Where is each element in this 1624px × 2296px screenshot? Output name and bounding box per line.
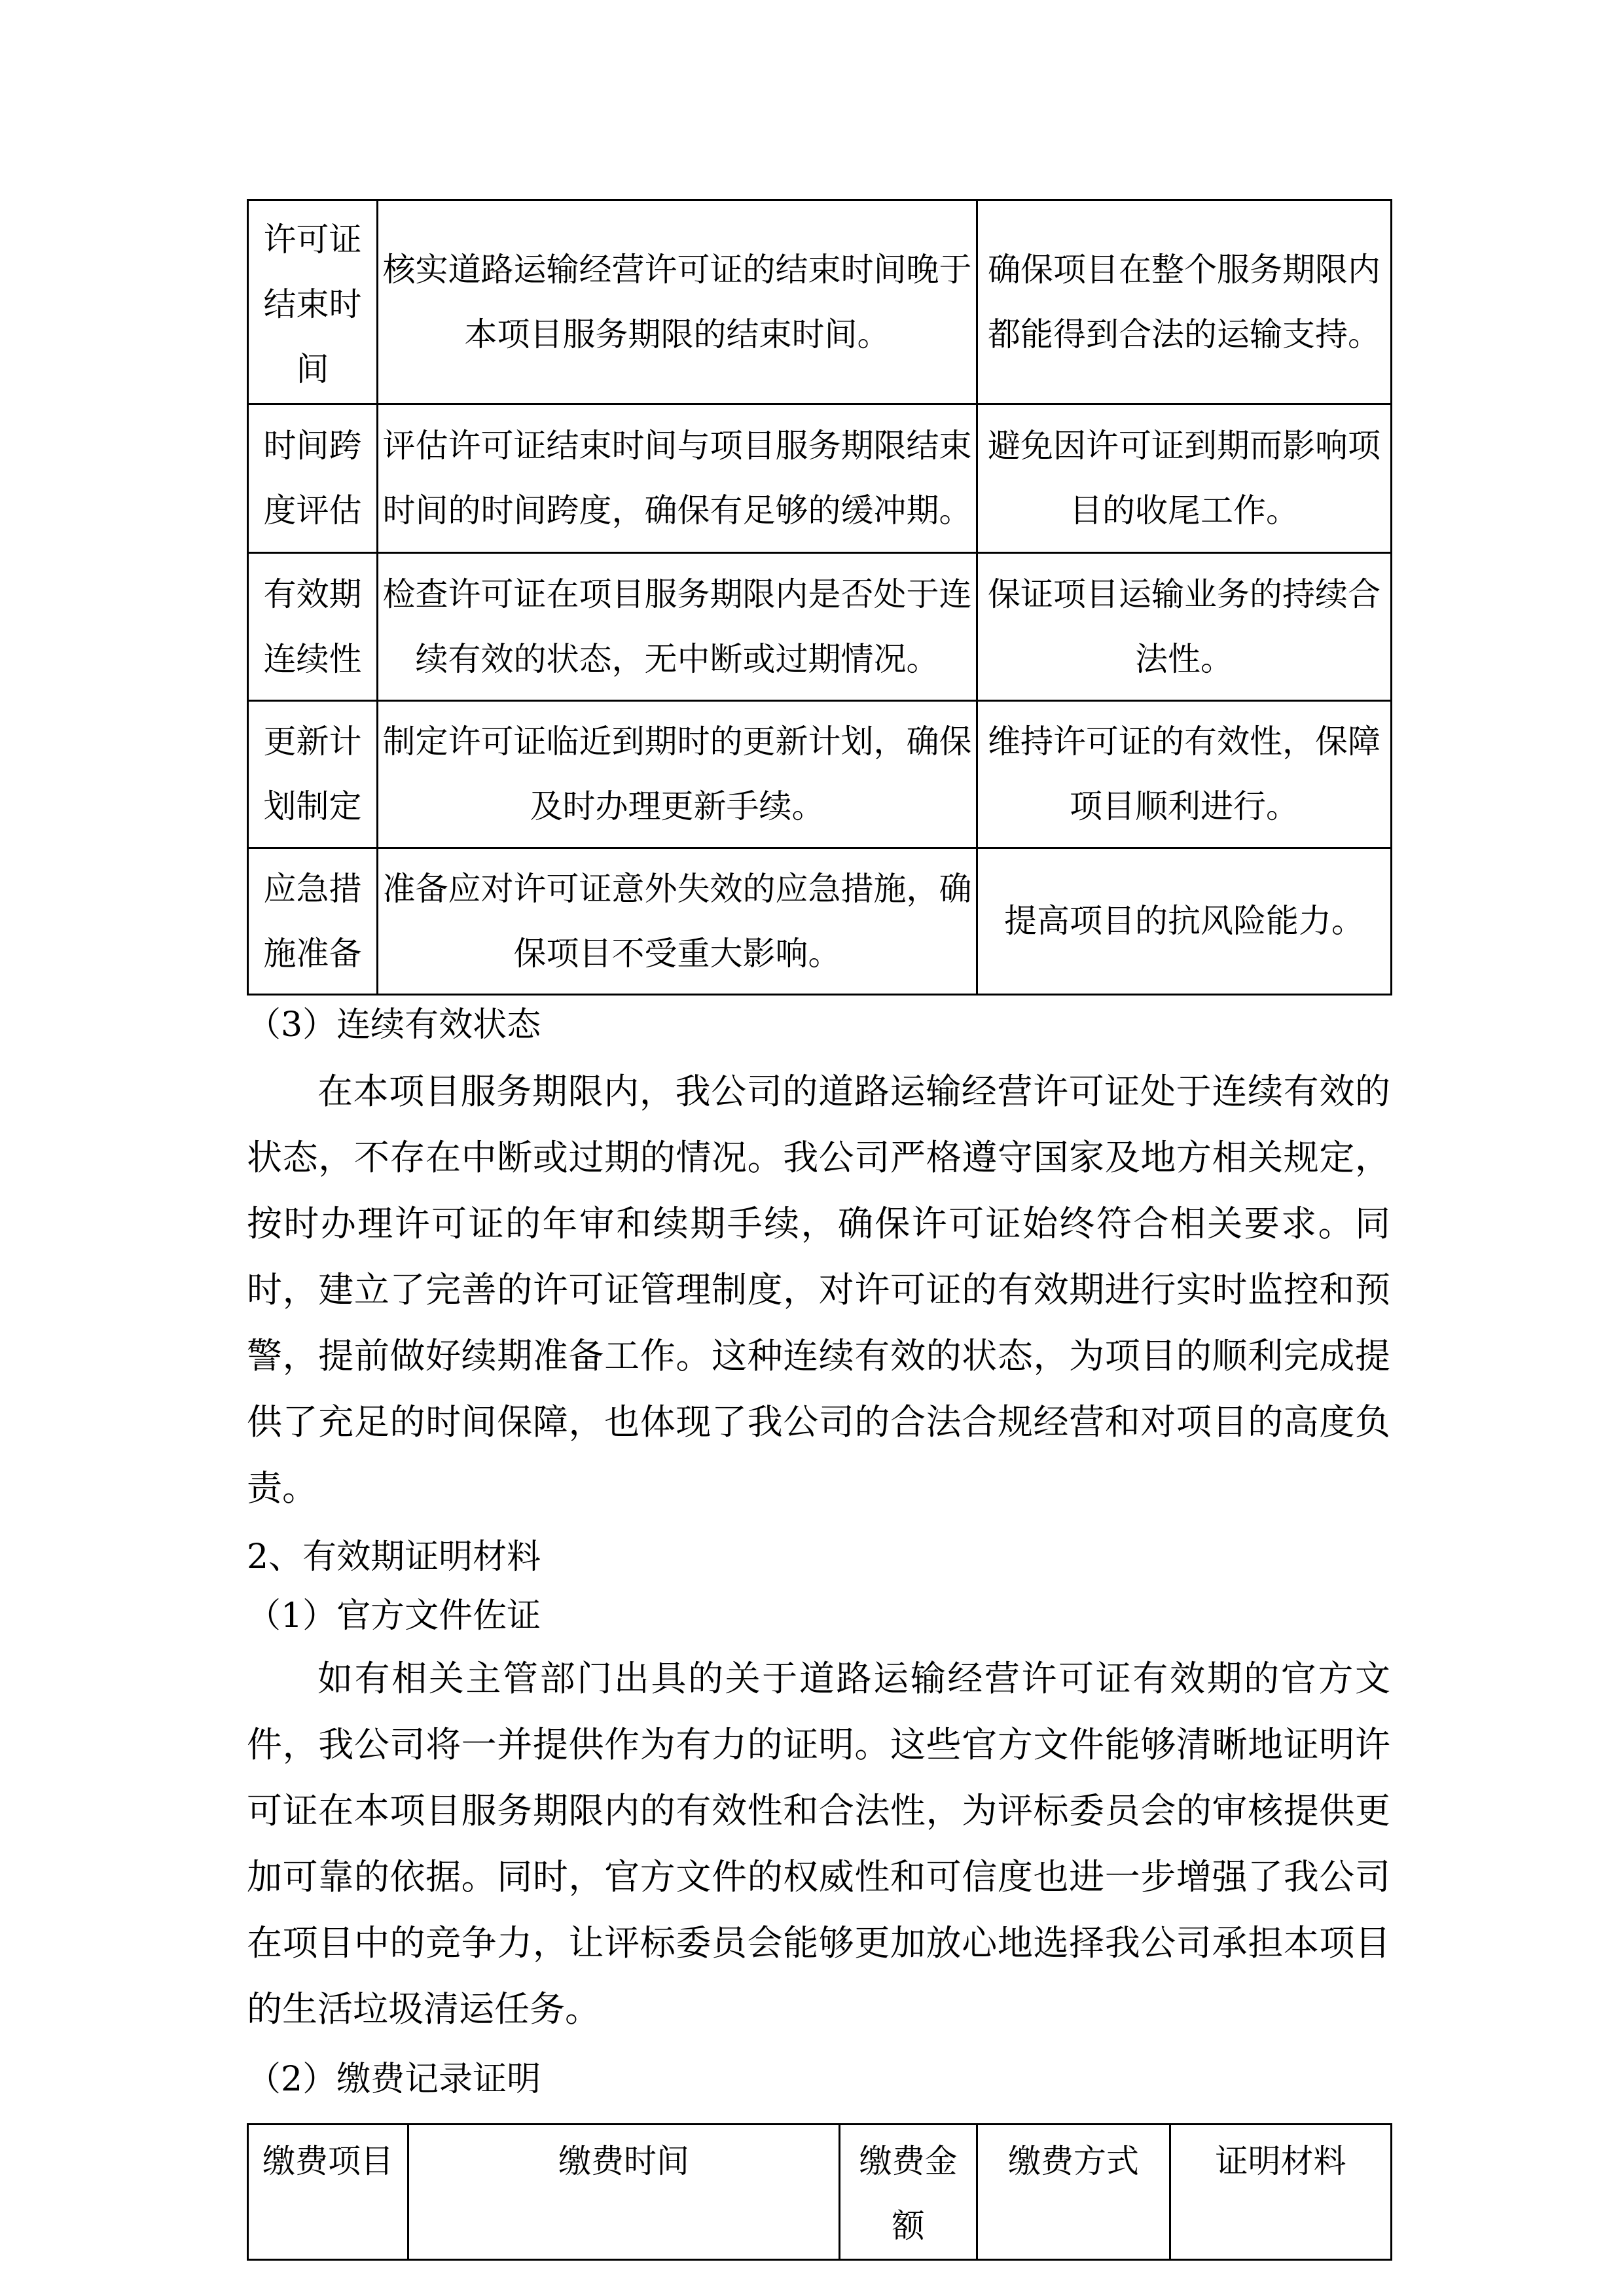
- table-cell-purpose: 避免因许可证到期而影响项目的收尾工作。: [977, 404, 1392, 553]
- table-row: [248, 553, 1392, 701]
- table-cell-item: 时间跨度评估: [248, 404, 378, 553]
- table-header-row: [248, 2125, 1392, 2260]
- header-payment-method: 缴费方式: [977, 2125, 1170, 2260]
- header-payment-amount: 缴费金额: [840, 2125, 977, 2260]
- subheading-payment-records: （2）缴费记录证明: [247, 2060, 541, 2099]
- table-cell-content: 检查许可证在项目服务期限内是否处于连续有效的状态，无中断或过期情况。: [378, 553, 977, 701]
- subheading-official-documents: （1）官方文件佐证: [247, 1596, 541, 1636]
- table-cell-item: 许可证结束时间: [248, 200, 378, 404]
- header-proof-materials: 证明材料: [1170, 2125, 1392, 2260]
- section-heading-continuous-validity: （3）连续有效状态: [247, 1005, 541, 1045]
- permit-check-table: [247, 199, 1392, 996]
- table-cell-item: 更新计划制定: [248, 701, 378, 848]
- table-row: [248, 404, 1392, 553]
- paragraph-official-documents: 如有相关主管部门出具的关于道路运输经营许可证有效期的官方文件，我公司将一并提供作为有力的证明。这些官方文件能够清晰地证明许可证在本项目服务期限内的有效性和合法性，为评标委员会的审核提供更加可靠的依据。同时，官方文件的权威性和可信度也进一步增强了我公司在项目中的竞争力，让评标委员会能够更加放心地选择我公司承担本项目的生活垃圾清运任务。: [247, 1658, 1390, 2030]
- table-row: [248, 848, 1392, 995]
- table-cell-content: 核实道路运输经营许可证的结束时间晚于本项目服务期限的结束时间。: [378, 200, 977, 404]
- page-content: [247, 199, 1390, 2261]
- payment-records-table: [247, 2123, 1392, 2261]
- table-cell-item: 有效期连续性: [248, 553, 378, 701]
- section-heading-validity-proof: 2、有效期证明材料: [247, 1537, 541, 1577]
- table-cell-item: 应急措施准备: [248, 848, 378, 995]
- header-payment-item: 缴费项目: [248, 2125, 408, 2260]
- header-payment-time: 缴费时间: [408, 2125, 840, 2260]
- table-row: [248, 200, 1392, 404]
- table-cell-purpose: 确保项目在整个服务期限内都能得到合法的运输支持。: [977, 200, 1392, 404]
- table-cell-purpose: 维持许可证的有效性，保障项目顺利进行。: [977, 701, 1392, 848]
- table-cell-content: 准备应对许可证意外失效的应急措施，确保项目不受重大影响。: [378, 848, 977, 995]
- table-row: [248, 701, 1392, 848]
- table-cell-content: 评估许可证结束时间与项目服务期限结束时间的时间跨度，确保有足够的缓冲期。: [378, 404, 977, 553]
- table-cell-purpose: 保证项目运输业务的持续合法性。: [977, 553, 1392, 701]
- paragraph-continuous-validity: 在本项目服务期限内，我公司的道路运输经营许可证处于连续有效的状态，不存在中断或过期的情况。我公司严格遵守国家及地方相关规定，按时办理许可证的年审和续期手续，确保许可证始终符合相关要求。同时，建立了完善的许可证管理制度，对许可证的有效期进行实时监控和预警，提前做好续期准备工作。这种连续有效的状态，为项目的顺利完成提供了充足的时间保障，也体现了我公司的合法合规经营和对项目的高度负责。: [247, 1071, 1390, 1509]
- table-cell-purpose: 提高项目的抗风险能力。: [977, 848, 1392, 995]
- table-cell-content: 制定许可证临近到期时的更新计划，确保及时办理更新手续。: [378, 701, 977, 848]
